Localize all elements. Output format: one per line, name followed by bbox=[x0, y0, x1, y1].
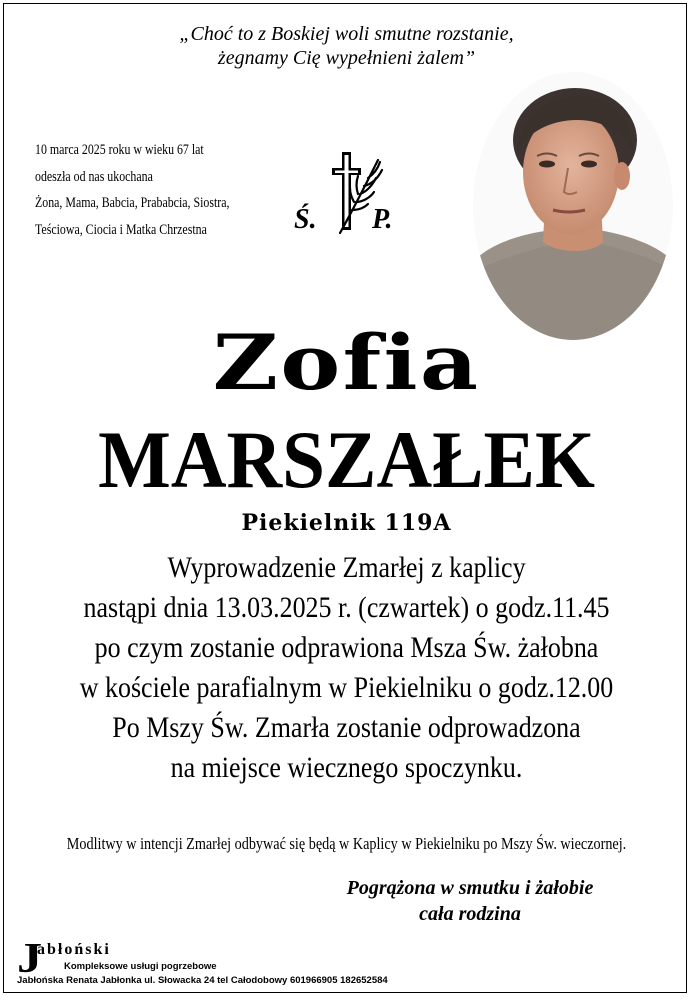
family-signature bbox=[260, 875, 680, 927]
death-announcement bbox=[35, 137, 240, 243]
quote-line: „Choć to z Boskiej woli smutne rozstanie, bbox=[179, 23, 514, 45]
prayer-notice: Modlitwy w intencji Zmarłej odbywać się będą w Kaplicy w Piekielniku po Mszy Św. wieczornej. bbox=[66, 834, 627, 853]
ceremony-details bbox=[0, 548, 693, 788]
funeral-home-contact: Jabłońska Renata Jabłonka ul. Słowacka 24 tel Całodobowy 601966905 182652584 bbox=[17, 975, 388, 986]
announcement-line: odeszła od nas ukochana bbox=[35, 168, 153, 185]
ceremony-line: po czym zostanie odprawiona Msza Św. żałobna bbox=[94, 632, 599, 664]
deceased-address: Piekielnik 119A bbox=[241, 510, 452, 536]
family-line: cała rodzina bbox=[419, 903, 521, 925]
symbol-right: P. bbox=[372, 204, 393, 235]
quote-line: żegnamy Cię wypełnieni żalem” bbox=[217, 47, 476, 69]
funeral-home-logo-name: abłoński bbox=[37, 941, 111, 958]
announcement-line: Teściowa, Ciocia i Matka Chrzestna bbox=[35, 221, 207, 238]
ceremony-line: Po Mszy Św. Zmarła zostanie odprowadzona bbox=[112, 712, 581, 744]
ceremony-line: w kościele parafialnym w Piekielniku o godz.12.00 bbox=[79, 672, 614, 704]
deceased-surname: MARSZAŁEK bbox=[98, 414, 595, 505]
announcement-line: 10 marca 2025 roku w wieku 67 lat bbox=[35, 142, 204, 158]
family-line: Pogrążona w smutku i żałobie bbox=[346, 877, 594, 899]
ceremony-line: nastąpi dnia 13.03.2025 r. (czwartek) o godz.11.45 bbox=[83, 592, 610, 624]
ceremony-line: na miejsce wiecznego spoczynku. bbox=[170, 752, 523, 784]
cross-with-palm-icon bbox=[292, 148, 402, 238]
funeral-home-tagline: Kompleksowe usługi pogrzebowe bbox=[64, 961, 217, 972]
symbol-left: Ś. bbox=[294, 204, 317, 235]
deceased-portrait bbox=[473, 72, 673, 340]
deceased-first-name: Zofia bbox=[212, 318, 481, 407]
funeral-home-logo-initial: J bbox=[17, 936, 43, 982]
memorial-quote bbox=[0, 22, 693, 70]
announcement-line: Żona, Mama, Babcia, Prababcia, Siostra, bbox=[35, 195, 230, 211]
ceremony-line: Wyprowadzenie Zmarłej z kaplicy bbox=[167, 552, 526, 584]
